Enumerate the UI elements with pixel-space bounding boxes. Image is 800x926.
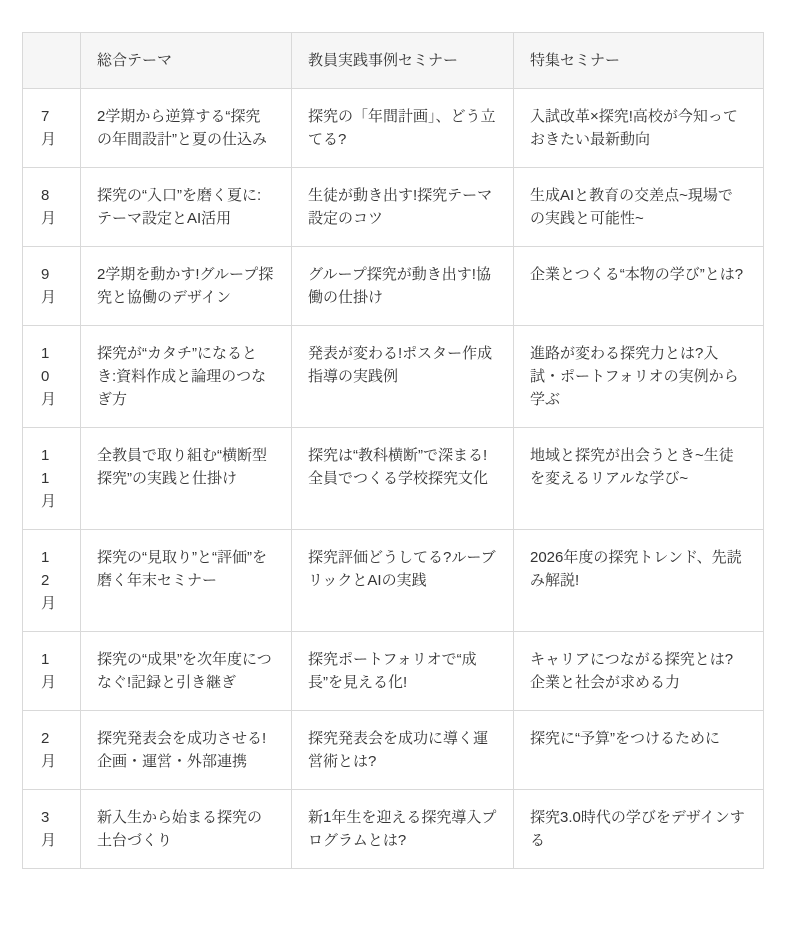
- table-body: [23, 89, 764, 869]
- theme-cell: 探究の“入口”を磨く夏に:テーマ設定とAI活用: [81, 168, 292, 247]
- practice-cell: グループ探究が動き出す!協働の仕掛け: [292, 247, 514, 326]
- theme-cell: 探究が“カタチ”になるとき:資料作成と論理のつなぎ方: [81, 326, 292, 428]
- practice-cell: 探究の「年間計画」、どう立てる?: [292, 89, 514, 168]
- table-row-november: [23, 428, 764, 530]
- special-cell: 入試改革×探究!高校が今知っておきたい最新動向: [514, 89, 764, 168]
- month-cell: 2月: [23, 711, 81, 790]
- table-row-december: [23, 530, 764, 632]
- theme-cell: 全教員で取り組む“横断型探究”の実践と仕掛け: [81, 428, 292, 530]
- theme-cell: 探究の“成果”を次年度につなぐ!記録と引き継ぎ: [81, 632, 292, 711]
- table-row-july: [23, 89, 764, 168]
- month-cell: 9月: [23, 247, 81, 326]
- header-special-seminar: 特集セミナー: [514, 33, 764, 89]
- special-cell: 探究3.0時代の学びをデザインする: [514, 790, 764, 869]
- header-theme: 総合テーマ: [81, 33, 292, 89]
- practice-cell: 探究ポートフォリオで“成長”を見える化!: [292, 632, 514, 711]
- practice-cell: 生徒が動き出す!探究テーマ設定のコツ: [292, 168, 514, 247]
- month-cell: 12月: [23, 530, 81, 632]
- table-header: [23, 33, 764, 89]
- special-cell: キャリアにつながる探究とは?企業と社会が求める力: [514, 632, 764, 711]
- month-cell: 3月: [23, 790, 81, 869]
- header-practice-seminar: 教員実践事例セミナー: [292, 33, 514, 89]
- month-cell: 10月: [23, 326, 81, 428]
- practice-cell: 探究発表会を成功に導く運営術とは?: [292, 711, 514, 790]
- special-cell: 生成AIと教育の交差点~現場での実践と可能性~: [514, 168, 764, 247]
- header-month: [23, 33, 81, 89]
- month-cell: 1月: [23, 632, 81, 711]
- theme-cell: 探究の“見取り”と“評価”を磨く年末セミナー: [81, 530, 292, 632]
- practice-cell: 発表が変わる!ポスター作成指導の実践例: [292, 326, 514, 428]
- month-cell: 11月: [23, 428, 81, 530]
- header-row: [23, 33, 764, 89]
- table-row-march: [23, 790, 764, 869]
- special-cell: 地域と探究が出会うとき~生徒を変えるリアルな学び~: [514, 428, 764, 530]
- practice-cell: 探究は“教科横断”で深まる!全員でつくる学校探究文化: [292, 428, 514, 530]
- theme-cell: 新入生から始まる探究の土台づくり: [81, 790, 292, 869]
- theme-cell: 2学期を動かす!グループ探究と協働のデザイン: [81, 247, 292, 326]
- special-cell: 企業とつくる“本物の学び”とは?: [514, 247, 764, 326]
- month-cell: 7月: [23, 89, 81, 168]
- table-row-september: [23, 247, 764, 326]
- theme-cell: 探究発表会を成功させる!企画・運営・外部連携: [81, 711, 292, 790]
- month-cell: 8月: [23, 168, 81, 247]
- seminar-schedule-table: [22, 32, 764, 869]
- special-cell: 探究に“予算”をつけるために: [514, 711, 764, 790]
- special-cell: 進路が変わる探究力とは?入試・ポートフォリオの実例から学ぶ: [514, 326, 764, 428]
- practice-cell: 探究評価どうしてる?ルーブリックとAIの実践: [292, 530, 514, 632]
- table-row-january: [23, 632, 764, 711]
- theme-cell: 2学期から逆算する“探究の年間設計”と夏の仕込み: [81, 89, 292, 168]
- special-cell: 2026年度の探究トレンド、先読み解説!: [514, 530, 764, 632]
- practice-cell: 新1年生を迎える探究導入プログラムとは?: [292, 790, 514, 869]
- table-row-august: [23, 168, 764, 247]
- table-row-october: [23, 326, 764, 428]
- table-row-february: [23, 711, 764, 790]
